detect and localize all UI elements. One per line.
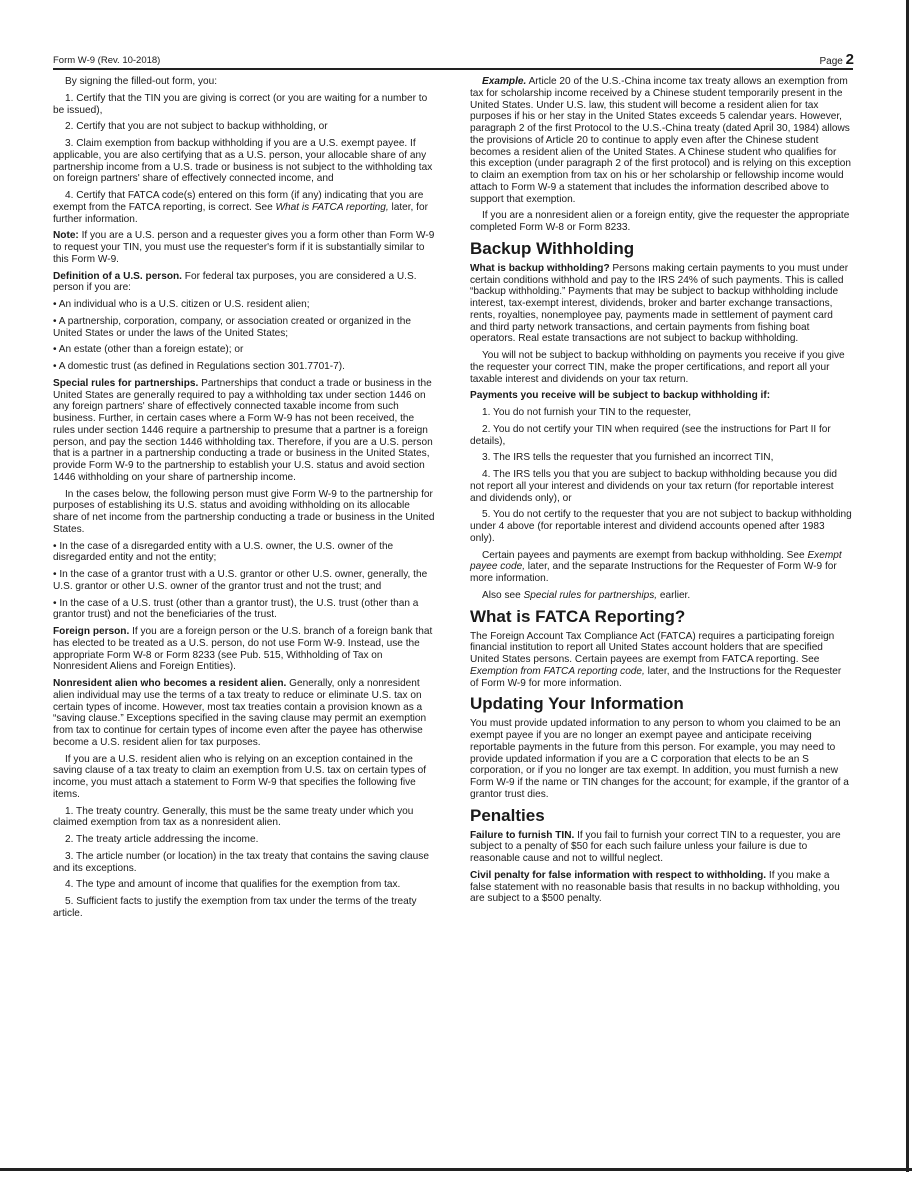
special-rules-partnerships: Special rules for partnerships. Partnerships that conduct a trade or business in the United States are generally required to pay a withholding tax under section 1446 on any foreign partners' share of effectively connected taxable income from such business. Further, in certain cases where a Form W-9 has not been received, the rules under section 1446 require a partnership to presume that a partner is a foreign person, and pay the section 1446 withholding tax. Therefore, if you are a U.S. person that is a partner in a partnership conducting a trade or business in the United States, provide Form W-9 to the partnership to establish your U.S. status and avoid section 1446 withholding on your share of partnership income. [53,377,433,483]
treaty-item-5: 5. Sufficient facts to justify the exemption from tax under the terms of the treaty article. [53,896,417,919]
us-person-definition: Definition of a U.S. person. For federal tax purposes, you are considered a U.S. person if you are: [53,270,417,294]
updating-info-heading: Updating Your Information [470,694,684,714]
exempt-payees-paragraph: Certain payees and payments are exempt from backup withholding. See Exempt payee code, later, and the separate Instructions for the Requester of Form W-9 for more information. [470,549,842,584]
foreign-person-paragraph: Foreign person. If you are a foreign person or the U.S. branch of a foreign bank that has elected to be treated as a U.S. person, do not use Form W-9. Instead, use the appropriate Form W-8 or Form 8233 (see Pub. 515, Withholding of Tax on Nonresident Aliens and Foreign Entities). [53,626,433,673]
backup-withholding-definition: What is backup withholding? Persons making certain payments to you must under certain conditions withhold and pay to the IRS 24% of such payments. This is called “backup withholding.” Payments that may be subject to backup withholding include interest, tax-exempt interest, dividends, broker and barter exchange transactions, rents, royalties, nonemployee pay, payments made in settlement of payment card and third party network transactions, and certain payments from fishing boat operators. Real estate transactions are not subject to backup withholding. [470,262,849,345]
also-see-paragraph: Also see Special rules for partnerships, earlier. [482,589,691,601]
case-bullet: • In the case of a U.S. trust (other than a grantor trust), the U.S. trust (other than a grantor trust) and not the beneficiaries of the trust. [53,597,419,621]
case-bullet: • In the case of a grantor trust with a U.S. grantor or other U.S. owner, generally, the U.S. grantor or other U.S. owner of the grantor trust and not the trust; and [53,569,428,592]
treaty-item-3: 3. The article number (or location) in the tax treaty that contains the saving clause and its exceptions. [53,850,429,874]
case-bullet: • In the case of a disregarded entity with a U.S. owner, the U.S. owner of the disregarded entity and not the entity; [53,540,394,564]
right-column [470,76,852,910]
example-paragraph: Example. Article 20 of the U.S.-China income tax treaty allows an exemption from tax for scholarship income received by a Chinese student temporarily present in the United States. Under U.S. law, this student will become a resident alien for tax purposes if his or her stay in the United States exceeds 5 calendar years. However, paragraph 2 of the first Protocol to the U.S.-China treaty (dated April 30, 1984) allows the provisions of Article 20 to continue to apply even after the Chinese student becomes a resident alien of the United States. A Chinese student who qualifies for this exception (under paragraph 2 of the first protocol) and is relying on this exception to claim an exemption from tax on his or her scholarship or fellowship income would attach to Form W-9 a statement that includes the information described above to support that exemption. [470,76,851,205]
us-person-bullet: • An estate (other than a foreign estate); or [53,344,244,356]
penalties-heading: Penalties [470,805,545,825]
certify-item-3: 3. Claim exemption from backup withholding if you are a U.S. exempt payee. If applicable, you are also certifying that as a U.S. person, your allocable share of any partnership income from a U.S. trade or business is not subject to the withholding tax on foreign partners' share of effectively connected income, and [53,138,433,185]
backup-withholding-heading: Backup Withholding [470,238,635,258]
nonresident-alien-paragraph: Nonresident alien who becomes a resident alien. Generally, only a nonresident alien individual may use the terms of a tax treaty to reduce or eliminate U.S. tax on certain types of income. However, most tax treaties contain a provision known as a “saving clause.” Exceptions specified in the saving clause may permit an exemption from tax to continue for certain types of income even after the payee has otherwise become a U.S. resident alien for tax purposes. [53,678,427,748]
us-person-bullet: • A domestic trust (as defined in Regulations section 301.7701-7). [53,361,345,372]
page-number: Page 2 [819,51,854,68]
failure-to-furnish-paragraph: Failure to furnish TIN. If you fail to furnish your correct TIN to a requester, you are subject to a penalty of $50 for each such failure unless your failure is due to reasonable cause and not to willful neglect. [470,829,841,864]
payment-item-1: 1. You do not furnish your TIN to the requester, [482,407,692,418]
payment-item-5: 5. You do not certify to the requester that you are not subject to backup withholding under 4 above (for reportable interest and dividend accounts opened after 1983 only). [470,509,852,544]
updating-info-paragraph: You must provide updated information to any person to whom you claimed to be an exempt payee if you are no longer an exempt payee and anticipate receiving reportable payments in the future from this person. For example, you may need to provide updated information if you are a C corporation that elects to be an S corporation, or if you no longer are tax exempt. In addition, you must furnish a new Form W-9 if the name or TIN changes for the account; for example, if the grantor of a grantor trust dies. [470,718,849,800]
treaty-item-4: 4. The type and amount of income that qualifies for the exemption from tax. [65,879,401,891]
saving-clause-paragraph: If you are a U.S. resident alien who is relying on an exception contained in the saving clause of a tax treaty to claim an exemption from U.S. tax on certain types of income, you must attach a statement to Form W-9 that specifies the following five items. [53,753,427,800]
treaty-item-2: 2. The treaty article addressing the income. [65,834,259,845]
payment-item-3: 3. The IRS tells the requester that you furnished an incorrect TIN, [482,452,774,464]
form-identifier: Form W-9 (Rev. 10-2018) [53,55,161,66]
backup-withholding-paragraph: You will not be subject to backup withholding on payments you receive if you give the requester your correct TIN, make the proper certifications, and report all your taxable interest and dividends on your tax return. [470,350,845,385]
signing-intro: By signing the filled-out form, you: [65,76,218,87]
note-paragraph: Note: If you are a U.S. person and a requester gives you a form other than Form W-9 to request your TIN, you must use the requester's form if it is substantially similar to this Form W-9. [53,230,435,265]
payment-item-4: 4. The IRS tells you that you are subject to backup withholding because you did not report all your interest and dividends on your tax return (for reportable interest and dividends only), or [470,469,837,504]
civil-penalty-paragraph: Civil penalty for false information with respect to withholding. If you make a false statement with no reasonable basis that results in no backup withholding, you are subject to a $500 penalty. [470,869,840,905]
page-border-right [906,0,909,1172]
fatca-paragraph: The Foreign Account Tax Compliance Act (FATCA) requires a participating foreign financial institution to report all United States account holders that are specified United States persons. Certain payees are exempt from FATCA reporting. See Exemption from FATCA reporting code, later, and the Instructions for the Requester of Form W-9 for more information. [470,630,842,689]
header-divider [53,68,853,70]
payments-subheading: Payments you receive will be subject to backup withholding if: [470,390,771,402]
nonresident-note: If you are a nonresident alien or a foreign entity, give the requester the appropriate completed Form W-8 or Form 8233. [470,210,850,233]
left-column [53,76,435,925]
us-person-bullet: • A partnership, corporation, company, or association created or organized in the United States or under the laws of the United States; [53,315,411,339]
certify-item-4: 4. Certify that FATCA code(s) entered on this form (if any) indicating that you are exempt from the FATCA reporting, is correct. See What is FATCA reporting, later, for further information. [53,190,428,225]
certify-item-2: 2. Certify that you are not subject to backup withholding, or [65,121,328,133]
payment-item-2: 2. You do not certify your TIN when required (see the instructions for Part II for details), [470,423,831,447]
us-person-bullet: • An individual who is a U.S. citizen or U.S. resident alien; [53,299,310,310]
cases-intro: In the cases below, the following person must give Form W-9 to the partnership for purposes of establishing its U.S. status and avoiding withholding on its allocable share of net income from the partnership conducting a trade or business in the United States. [53,488,435,535]
page-border-bottom [0,1168,912,1171]
treaty-item-1: 1. The treaty country. Generally, this must be the same treaty under which you claimed exemption from tax as a nonresident alien. [53,805,414,829]
fatca-heading: What is FATCA Reporting? [470,606,686,626]
certify-item-1: 1. Certify that the TIN you are giving is correct (or you are waiting for a number to be issued), [53,92,428,116]
